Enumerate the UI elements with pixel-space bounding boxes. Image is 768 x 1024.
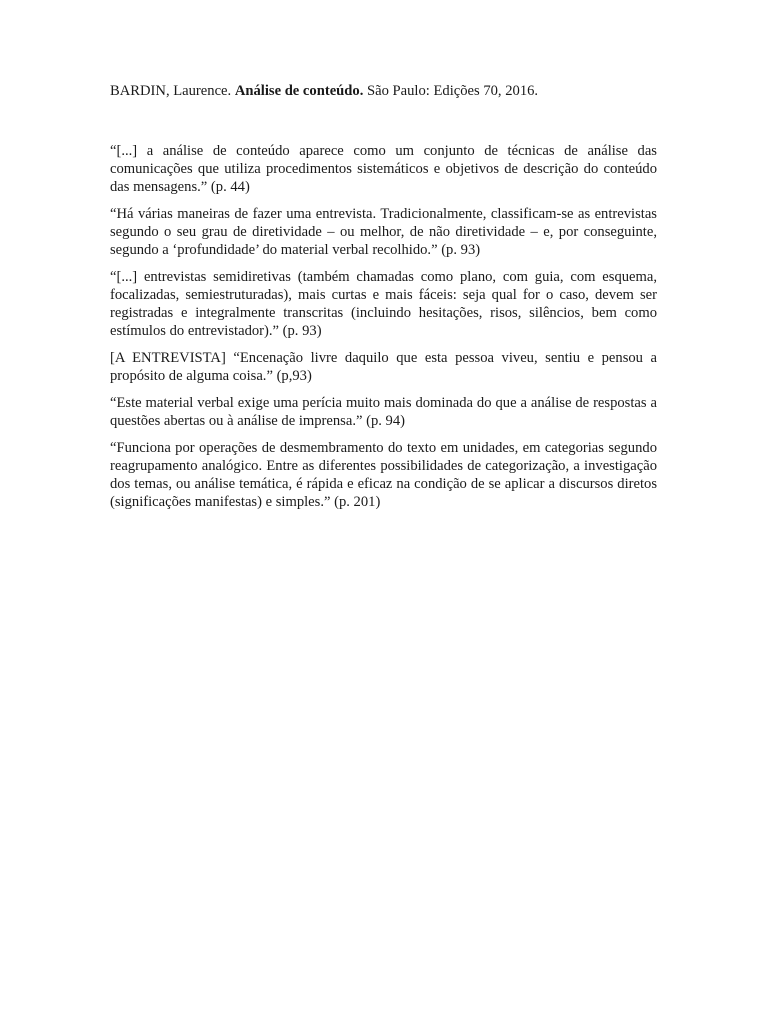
reference-author: BARDIN, Laurence. xyxy=(110,83,232,99)
quote-paragraph: “Este material verbal exige uma perícia muito mais dominada do que a análise de respostas a questões abertas ou à análise de imprensa.” (p. 94) xyxy=(110,395,657,429)
document-body xyxy=(110,82,657,520)
quote-paragraph: “Funciona por operações de desmembramento do texto em unidades, em categorias segundo reagrupamento analógico. Entre as diferentes possibilidades de categorização, a investigação dos temas, ou análise temática, é rápida e eficaz na condição de se aplicar a discursos diretos (significações manifestas) e simples.” (p. 201) xyxy=(110,440,657,510)
quote-paragraph: “Há várias maneiras de fazer uma entrevista. Tradicionalmente, classificam-se as entrevistas segundo o seu grau de diretividade – ou melhor, de não diretividade – e, por conseguinte, segundo a ‘profundidade’ do material verbal recolhido.” (p. 93) xyxy=(110,206,657,258)
reference-publication: São Paulo: Edições 70, 2016. xyxy=(367,83,539,99)
quote-paragraph: “[...] a análise de conteúdo aparece como um conjunto de técnicas de análise das comunicações que utiliza procedimentos sistemáticos e objetivos de descrição do conteúdo das mensagens.” (p. 44) xyxy=(110,143,657,195)
quote-paragraph: [A ENTREVISTA] “Encenação livre daquilo que esta pessoa viveu, sentiu e pensou a propósito de alguma coisa.” (p,93) xyxy=(110,350,657,384)
reference-title: Análise de conteúdo. xyxy=(234,83,364,99)
bibliographic-reference xyxy=(110,82,657,100)
quote-paragraph: “[...] entrevistas semidiretivas (também chamadas como plano, com guia, com esquema, focalizadas, semiestruturadas), mais curtas e mais fáceis: seja qual for o caso, devem ser registradas e integralmente transcritas (incluindo hesitações, risos, silêncios, bem como estímulos do entrevistador).” (p. 93) xyxy=(110,269,657,339)
